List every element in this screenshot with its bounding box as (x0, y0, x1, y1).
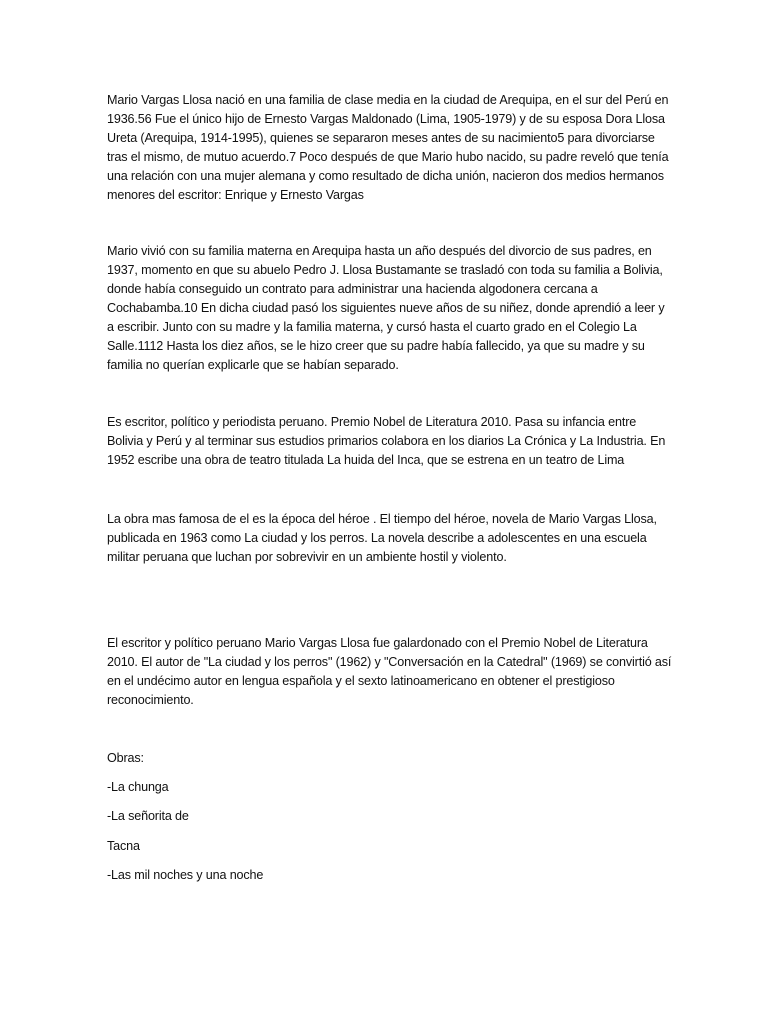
paragraph-famous-work: La obra mas famosa de el es la época del héroe . El tiempo del héroe, novela de Mario Vargas Llosa, publicada en 1963 como La ciudad y los perros. La novela describe a adolescentes en una escuela militar peruana que luchan por sobrevivir en un ambiente hostil y violento. (107, 512, 657, 564)
paragraph-childhood: Mario vivió con su familia materna en Arequipa hasta un año después del divorcio de sus padres, en 1937, momento en que su abuelo Pedro J. Llosa Bustamante se trasladó con toda su familia a Bolivia, donde había conseguido un contrato para administrar una hacienda algodonera cercana a Cochabamba.10 En dicha ciudad pasó los siguientes nueve años de su niñez, donde aprendió a leer y a escribir. Junto con su madre y la familia materna, y cursó hasta el cuarto grado en el Colegio La Salle.1112 Hasta los diez años, se le hizo creer que su padre había fallecido, ya que su madre y su familia no querían explicarle que se habían separado. (107, 244, 665, 372)
works-list-item: -Las mil noches y una noche (107, 868, 264, 882)
paragraph-career: Es escritor, político y periodista peruano. Premio Nobel de Literatura 2010. Pasa su infancia entre Bolivia y Perú y al terminar sus estudios primarios colabora en los diarios La Crónica y La Industria. En 1952 escribe una obra de teatro titulada La huida del Inca, que se estrena en un teatro de Lima (107, 415, 666, 467)
paragraph-nobel-prize: El escritor y político peruano Mario Vargas Llosa fue galardonado con el Premio Nobel de Literatura 2010. El autor de "La ciudad y los perros" (1962) y "Conversación en la Catedral" (1969) se convirtió así en el undécimo autor en lengua española y el sexto latinoamericano en obtener el prestigioso reconocimiento. (107, 636, 672, 707)
works-list-item: -La señorita de (107, 809, 189, 823)
works-list-item: -La chunga (107, 780, 169, 794)
works-list-item: Tacna (107, 839, 140, 853)
works-heading: Obras: (107, 751, 144, 765)
paragraph-birth: Mario Vargas Llosa nació en una familia de clase media en la ciudad de Arequipa, en el sur del Perú en 1936.56 Fue el único hijo de Ernesto Vargas Maldonado (Lima, 1905-1979) y de su esposa Dora Llosa Ureta (Arequipa, 1914-1995), quienes se separaron meses antes de su nacimiento5 para divorciarse tras el mismo, de mutuo acuerdo.7 Poco después de que Mario hubo nacido, su padre reveló que tenía una relación con una mujer alemana y como resultado de dicha unión, nacieron dos medios hermanos menores del escritor: Enrique y Ernesto Vargas (107, 93, 669, 202)
